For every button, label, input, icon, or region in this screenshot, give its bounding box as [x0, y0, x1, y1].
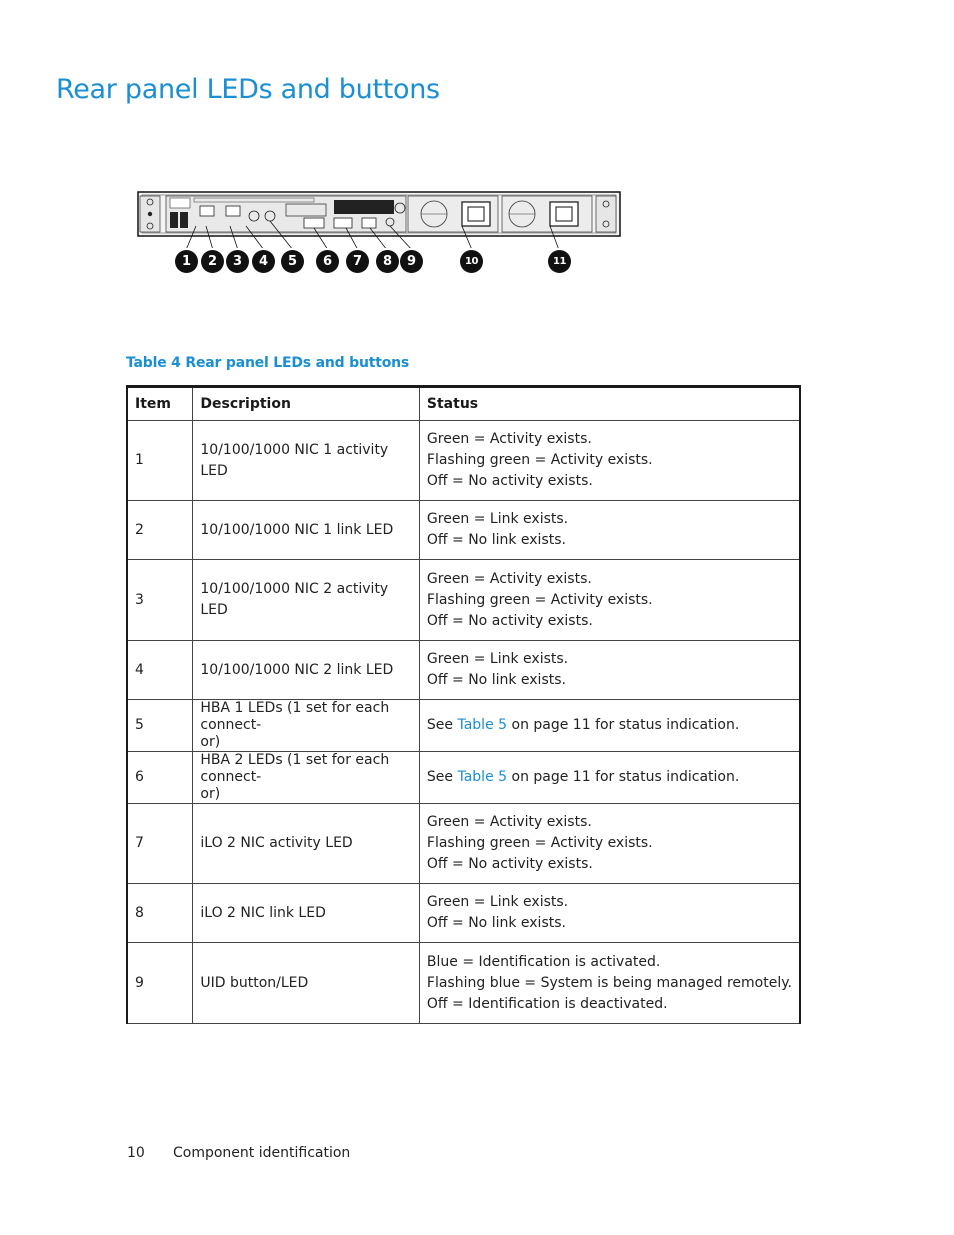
table-row — [127, 752, 800, 804]
column-header-description: Description — [193, 387, 420, 421]
description-line: HBA 2 LEDs (1 set for each connect- — [200, 752, 390, 785]
status-cell — [419, 884, 800, 943]
callout-marker: 11 — [548, 250, 571, 273]
status-cell — [419, 421, 800, 501]
status-line: Off = No link exists. — [426, 915, 566, 931]
callout-marker: 10 — [460, 250, 483, 273]
description-line: or) — [200, 786, 221, 802]
callout-marker: 5 — [281, 250, 304, 273]
item-cell: 9 — [127, 943, 193, 1024]
footer-section-title: Component identification — [173, 1145, 351, 1161]
status-line: Flashing green = Activity exists. — [426, 452, 653, 468]
table-5-link[interactable]: Table 5 — [457, 769, 508, 785]
status-cell — [419, 641, 800, 700]
column-header-status: Status — [419, 387, 800, 421]
callout-row — [136, 250, 622, 276]
status-suffix: on page 11 for status indication. — [507, 717, 740, 733]
status-line: Green = Activity exists. — [426, 570, 592, 587]
status-line: Flashing green = Activity exists. — [426, 591, 653, 608]
status-cell — [419, 700, 800, 752]
status-prefix: See — [426, 769, 458, 785]
table-row — [127, 641, 800, 700]
status-line: Off = No link exists. — [426, 532, 566, 548]
description-line: HBA 1 LEDs (1 set for each connect- — [200, 700, 390, 733]
status-line: Flashing green = Activity exists. — [426, 835, 653, 851]
callout-marker: 1 — [175, 250, 198, 273]
status-line: Off = No activity exists. — [426, 473, 593, 489]
item-cell: 6 — [127, 752, 193, 804]
page-title: Rear panel LEDs and buttons — [56, 74, 440, 105]
table-row — [127, 560, 800, 641]
description-line: or) — [200, 734, 221, 750]
table-5-link[interactable]: Table 5 — [457, 717, 508, 733]
table-row — [127, 421, 800, 501]
status-suffix: on page 11 for status indication. — [507, 769, 740, 785]
table-row — [127, 884, 800, 943]
item-cell: 4 — [127, 641, 193, 700]
item-cell: 3 — [127, 560, 193, 641]
table-caption: Table 4 Rear panel LEDs and buttons — [126, 355, 410, 371]
status-line: Flashing blue = System is being managed remotely. — [426, 974, 792, 991]
table-row — [127, 804, 800, 884]
status-line: Green = Activity exists. — [426, 814, 592, 830]
item-cell: 8 — [127, 884, 193, 943]
server-rear-panel-drawing — [136, 188, 622, 248]
description-cell: 10/100/1000 NIC 1 activity LED — [193, 421, 420, 501]
status-line: Off = No activity exists. — [426, 612, 593, 629]
status-line: Green = Link exists. — [426, 894, 569, 910]
description-cell: 10/100/1000 NIC 2 activity LED — [193, 560, 420, 641]
status-line: Off = No link exists. — [426, 672, 566, 688]
item-cell: 2 — [127, 501, 193, 560]
rear-panel-table — [126, 385, 801, 1024]
callout-marker: 6 — [316, 250, 339, 273]
status-cell — [419, 943, 800, 1024]
callout-marker: 8 — [376, 250, 399, 273]
callout-marker: 9 — [400, 250, 423, 273]
footer-page-number: 10 — [127, 1145, 145, 1161]
description-cell: UID button/LED — [193, 943, 420, 1024]
status-line: Green = Activity exists. — [426, 431, 592, 447]
status-cell — [419, 560, 800, 641]
item-cell: 7 — [127, 804, 193, 884]
table-row — [127, 700, 800, 752]
status-cell — [419, 752, 800, 804]
status-prefix: See — [426, 717, 458, 733]
item-cell: 1 — [127, 421, 193, 501]
rear-panel-figure — [136, 188, 622, 278]
status-line: Off = Identification is deactivated. — [426, 995, 668, 1012]
status-line: Green = Link exists. — [426, 511, 569, 527]
description-cell — [193, 700, 420, 752]
table-header-row — [127, 387, 800, 421]
table-row — [127, 501, 800, 560]
description-cell — [193, 752, 420, 804]
callout-marker: 4 — [252, 250, 275, 273]
status-line: Green = Link exists. — [426, 651, 569, 667]
description-cell: 10/100/1000 NIC 2 link LED — [193, 641, 420, 700]
table-row — [127, 943, 800, 1024]
description-cell: iLO 2 NIC activity LED — [193, 804, 420, 884]
item-cell: 5 — [127, 700, 193, 752]
column-header-item: Item — [127, 387, 193, 421]
callout-marker: 2 — [201, 250, 224, 273]
status-line: Off = No activity exists. — [426, 856, 593, 872]
callout-marker: 3 — [226, 250, 249, 273]
status-line: Blue = Identification is activated. — [426, 953, 661, 970]
status-cell — [419, 804, 800, 884]
description-cell: 10/100/1000 NIC 1 link LED — [193, 501, 420, 560]
description-cell: iLO 2 NIC link LED — [193, 884, 420, 943]
callout-marker: 7 — [346, 250, 369, 273]
status-cell — [419, 501, 800, 560]
